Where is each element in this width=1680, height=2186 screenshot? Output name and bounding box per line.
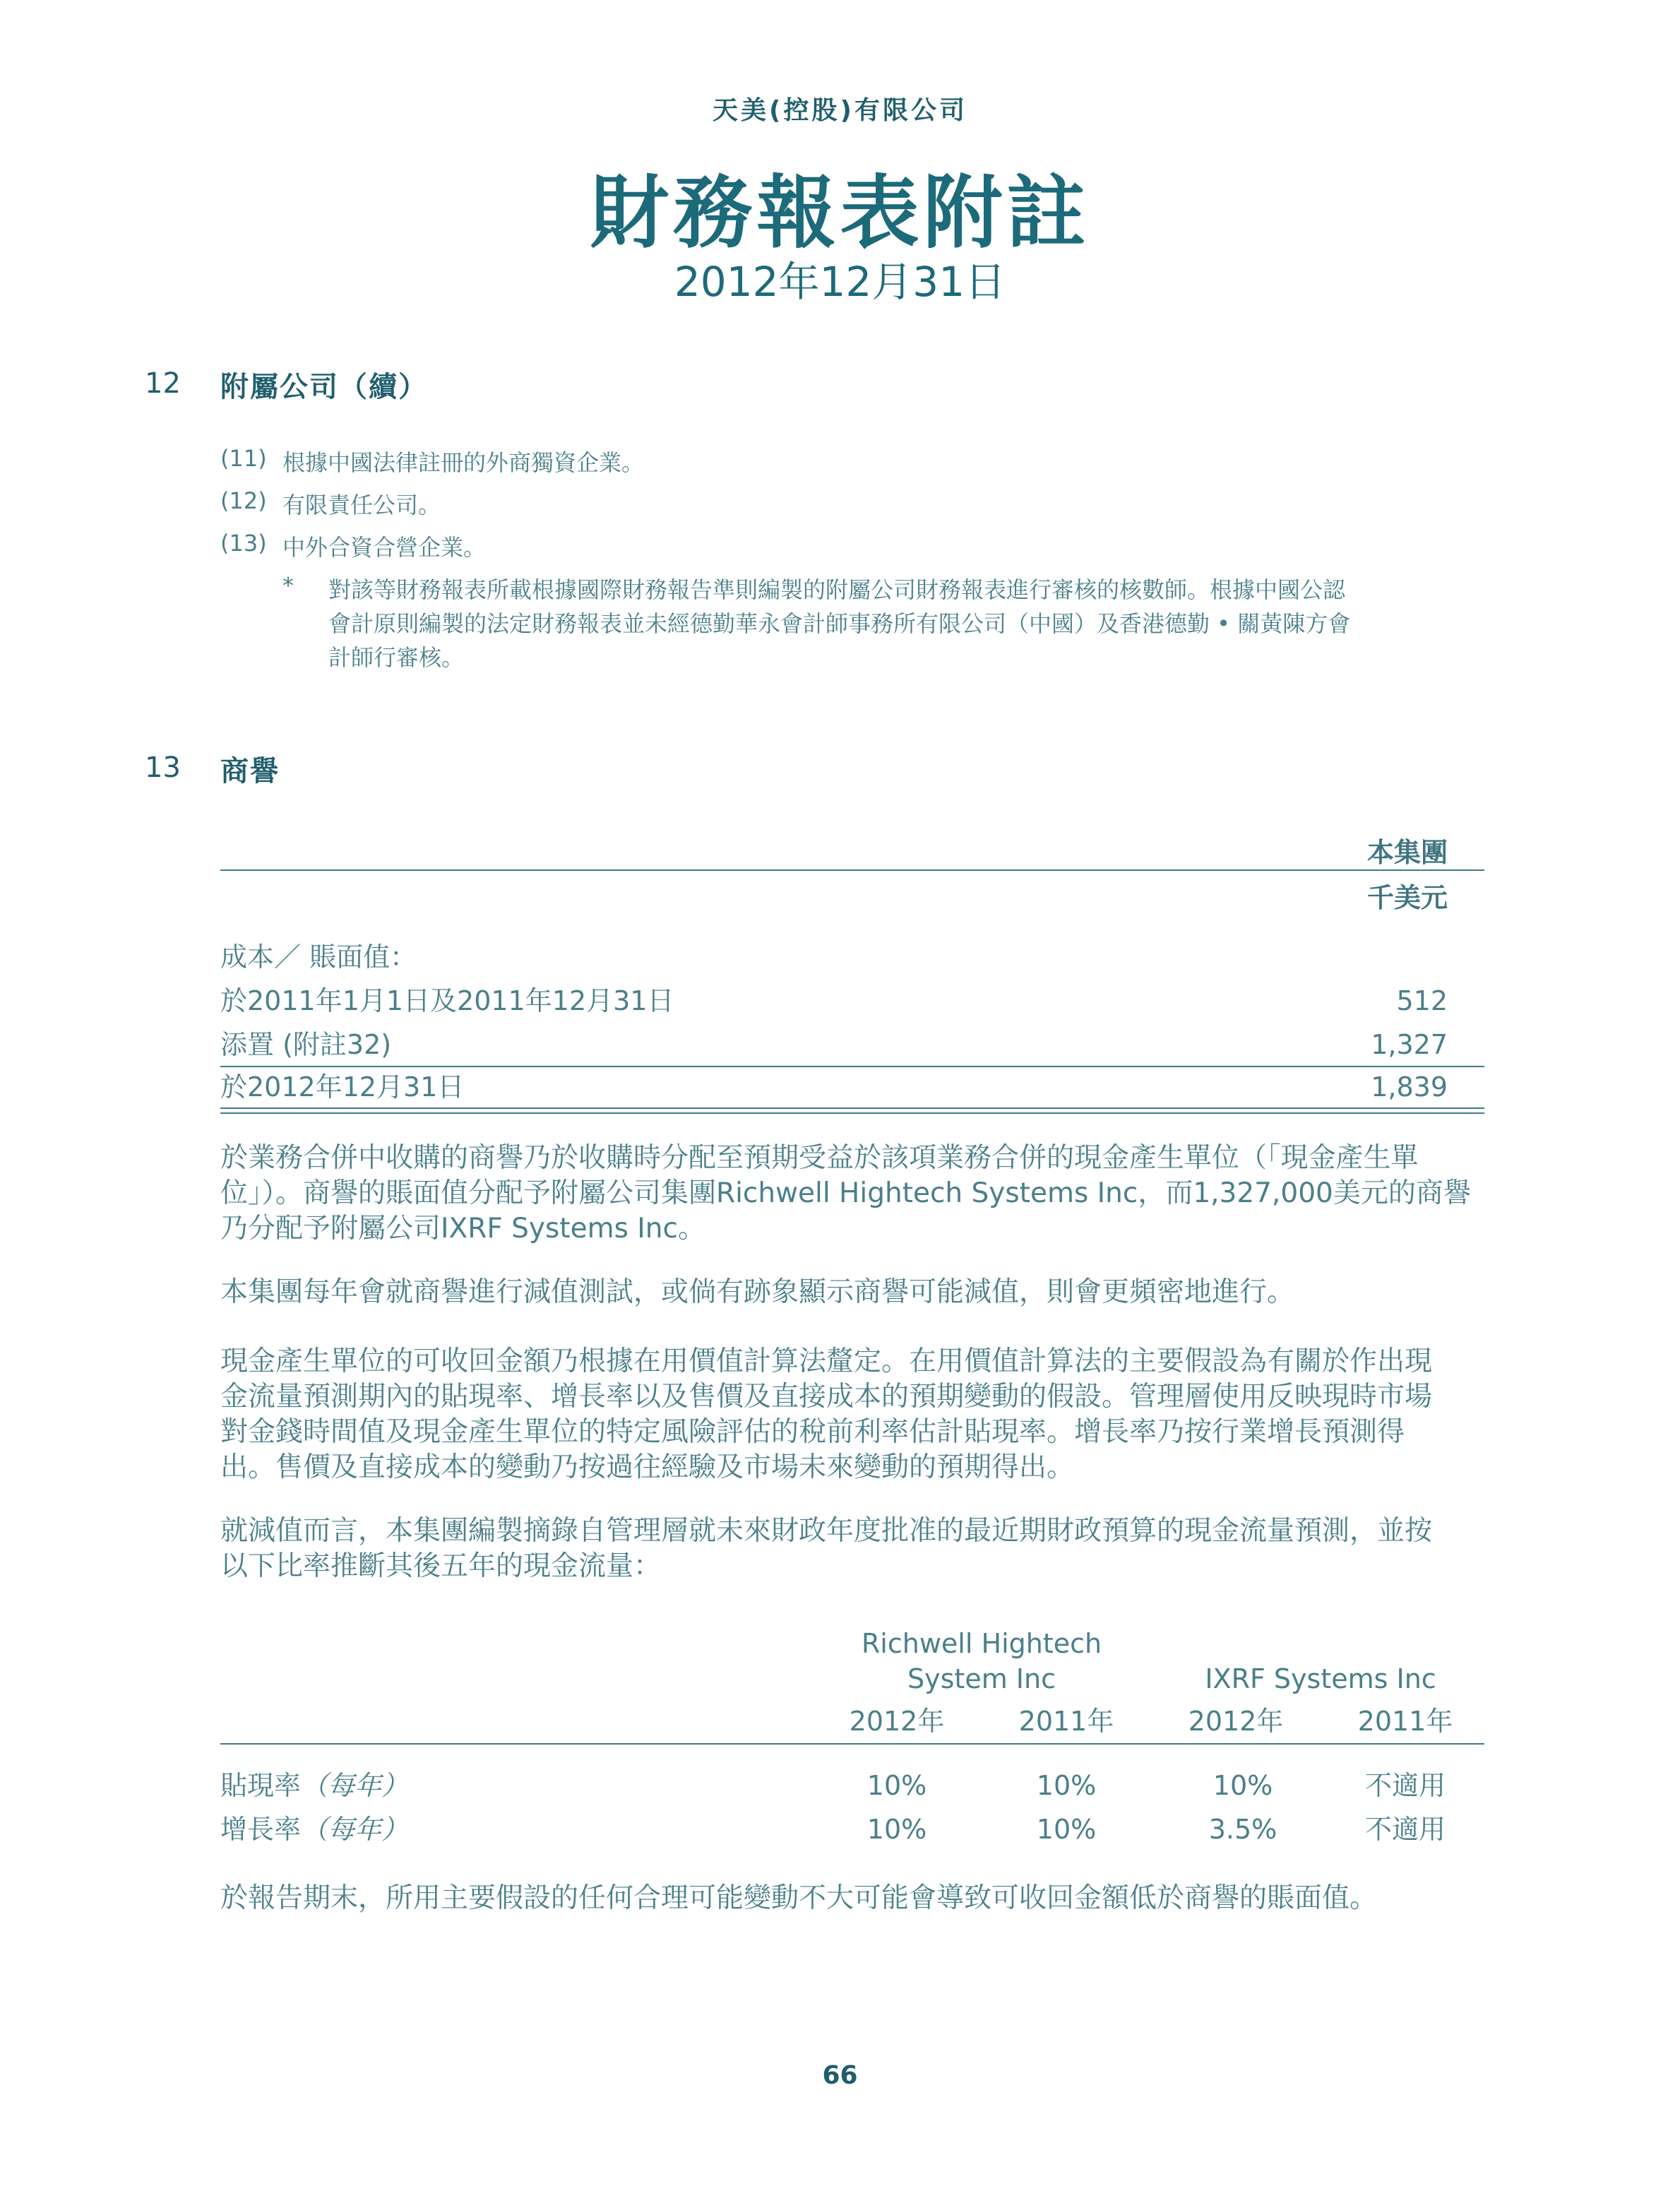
page-title: 財務報表附註	[590, 167, 1090, 259]
paragraph-sensitivity: 於報告期末，所用主要假設的任何合理可能變動不大可能會導致可收回金額低於商譽的賬面值。	[220, 1882, 1378, 1914]
table-total-rule-top	[220, 1107, 1484, 1109]
table-subtotal-rule	[220, 1066, 1484, 1067]
rates-group-richwell-line2: System Inc	[907, 1663, 1056, 1694]
rates-cell: 3.5%	[1208, 1814, 1277, 1845]
footnote-line-2: 會計原則編製的法定財務報表並未經德勤華永會計師事務所有限公司（中國）及香港德勤 • 關黃陳方會	[328, 610, 1351, 637]
paragraph-line: 就減值而言，本集團編製摘錄自管理層就未來財政年度批准的最近期財政預算的現金流量預測，並按	[220, 1515, 1433, 1547]
section-12-number: 12	[145, 367, 181, 400]
table-row-label: 於2011年1月1日及2011年12月31日	[220, 985, 674, 1016]
rates-cell: 10%	[1036, 1770, 1097, 1801]
paragraph-cash-flow	[220, 1514, 1484, 1584]
paragraph-line: 現金產生單位的可收回金額乃根據在用價值計算法釐定。在用價值計算法的主要假設為有關於作出現	[220, 1346, 1433, 1377]
table-row-value: 1,839	[1371, 1071, 1448, 1103]
table-row-label: 添置 (附註32)	[220, 1029, 392, 1060]
rates-cell: 10%	[866, 1814, 927, 1845]
page-date: 2012年12月31日	[674, 258, 1006, 306]
paragraph-line: 於業務合併中收購的商譽乃於收購時分配至預期受益於該項業務合併的現金產生單位（「現金產生單	[220, 1142, 1419, 1174]
note-12-text: 有限責任公司。	[282, 492, 441, 518]
paragraph-line: 乃分配予附屬公司IXRF Systems Inc。	[220, 1213, 705, 1245]
footnote-marker: *	[282, 572, 294, 599]
note-11-marker: (11)	[220, 445, 267, 472]
rates-year-header: 2011年	[1018, 1706, 1114, 1737]
rates-row-discount	[220, 1768, 408, 1803]
rates-row-label: 增長率	[220, 1814, 302, 1845]
paragraph-line: 金流量預測期內的貼現率、增長率以及售價及直接成本的預期變動的假設。管理層使用反映現時市場	[220, 1381, 1433, 1413]
rates-year-header: 2012年	[1188, 1706, 1284, 1737]
rates-header-rule	[220, 1743, 1484, 1745]
footnote-line-1: 對該等財務報表所載根據國際財務報告準則編製的附屬公司財務報表進行審核的核數師。根據中國公認	[328, 576, 1346, 603]
paragraph-impairment-test: 本集團每年會就商譽進行減值測試，或倘有跡象顯示商譽可能減值，則會更頻密地進行。	[220, 1276, 1295, 1308]
table-header-group: 本集團	[1366, 837, 1448, 868]
table-row-label: 於2012年12月31日	[220, 1071, 465, 1103]
paragraph-line: 對金錢時間值及現金產生單位的特定風險評估的稅前利率估計貼現率。增長率乃按行業增長預測得	[220, 1416, 1405, 1448]
paragraph-line: 位」）。商譽的賬面值分配予附屬公司集團Richwell Hightech Systems Inc，而1,327,000美元的商譽	[220, 1177, 1471, 1209]
rates-group-richwell-line1: Richwell Hightech	[861, 1628, 1102, 1659]
paragraph-recoverable-amount	[220, 1344, 1484, 1485]
table-total-rule-bottom	[220, 1112, 1484, 1114]
note-13-text: 中外合資合營企業。	[282, 534, 487, 561]
rates-row-growth	[220, 1812, 408, 1847]
note-11-text: 根據中國法律註冊的外商獨資企業。	[282, 449, 645, 476]
section-13-title: 商譽	[220, 755, 280, 788]
table-header-unit: 千美元	[1366, 882, 1448, 913]
paragraph-line: 以下比率推斷其後五年的現金流量：	[220, 1550, 662, 1582]
section-13-number: 13	[145, 752, 181, 784]
page-number: 66	[822, 2061, 858, 2090]
rates-year-header: 2012年	[849, 1706, 945, 1737]
rates-row-note: （每年）	[301, 1770, 409, 1801]
section-12-title: 附屬公司（續）	[220, 371, 428, 403]
company-name: 天美(控股)有限公司	[713, 96, 967, 125]
rates-year-header: 2011年	[1357, 1706, 1453, 1737]
rates-group-ixrf: IXRF Systems Inc	[1205, 1663, 1436, 1694]
rates-cell: 不適用	[1364, 1814, 1446, 1845]
rates-row-note: （每年）	[301, 1814, 409, 1845]
table-row-value: 512	[1396, 985, 1448, 1016]
rates-cell: 不適用	[1364, 1770, 1446, 1801]
table-header-rule	[220, 869, 1484, 871]
footnote-line-3: 計師行審核。	[328, 644, 465, 671]
table-row-value: 1,327	[1371, 1029, 1448, 1060]
rates-cell: 10%	[1213, 1770, 1273, 1801]
rates-cell: 10%	[1036, 1814, 1097, 1845]
note-12-marker: (12)	[220, 487, 267, 514]
note-13-marker: (13)	[220, 530, 267, 557]
rates-row-label: 貼現率	[220, 1770, 302, 1801]
rates-cell: 10%	[866, 1770, 927, 1801]
paragraph-line: 出。售價及直接成本的變動乃按過往經驗及市場未來變動的預期得出。	[220, 1451, 1075, 1483]
table-caption: 成本／ 賬面值：	[220, 941, 417, 973]
paragraph-allocation	[220, 1141, 1484, 1247]
